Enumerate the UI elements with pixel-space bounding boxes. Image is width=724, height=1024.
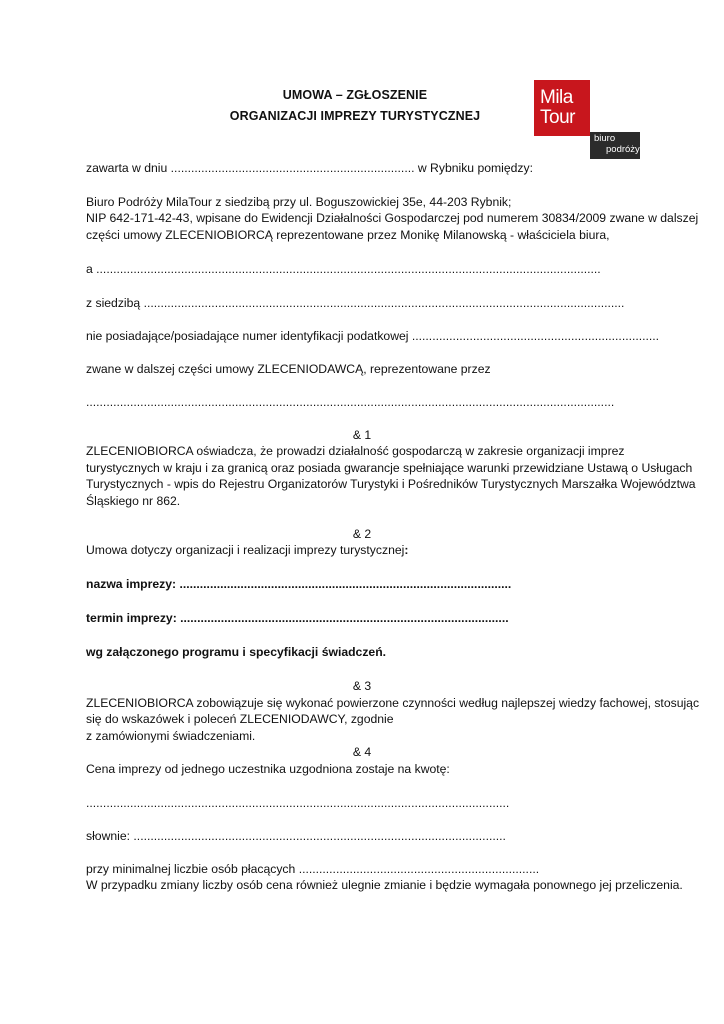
section-4-line1: Cena imprezy od jednego uczestnika uzgodniona zostaje na kwotę:: [86, 762, 450, 776]
document-title-line1: UMOWA – ZGŁOSZENIE: [282, 88, 428, 102]
price-change-note: W przypadku zmiany liczby osób cena również ulegnie zmianie i będzie wymagała ponownego jej przeliczenia.: [86, 878, 683, 892]
section-2-colon: :: [404, 543, 409, 557]
logo-sub-biuro: biuro: [594, 133, 616, 144]
price-amount-line: .............................................................................................................................: [86, 796, 510, 810]
section-4-heading: & 4: [352, 745, 372, 759]
section-1-heading: & 1: [352, 428, 372, 442]
section-3-line2: się do wskazówek i poleceń ZLECENIODAWCY, zgodnie: [86, 712, 394, 726]
section-2-line1: [86, 543, 408, 558]
event-date-line: termin imprezy: .................................................................................................: [86, 611, 509, 625]
section-2-heading: & 2: [352, 527, 372, 541]
program-reference: wg załączonego programu i specyfikacji świadczeń.: [86, 645, 387, 659]
section-2-text: Umowa dotyczy organizacji i realizacji imprezy turystycznej: [86, 543, 405, 557]
section-1-line4: Śląskiego nr 862.: [86, 494, 181, 508]
client-representative-line: ............................................................................................................................................................: [86, 395, 615, 409]
document-title-line2: ORGANIZACJI IMPREZY TURYSTYCZNEJ: [229, 109, 481, 123]
contract-date-line: zawarta w dniu ........................................................................ w Rybniku pomiędzy:: [86, 161, 534, 175]
client-name-line: a .....................................................................................................................................................: [86, 262, 601, 276]
minimum-participants-line: przy minimalnej liczbie osób płacących .......................................................................: [86, 862, 540, 876]
section-1-line3: Turystycznych - wpis do Rejestru Organizatorów Turystyki i Pośredników Turystycznych Marszałka Województwa: [86, 477, 696, 491]
logo-word-mila: Mila: [540, 87, 573, 108]
price-in-words-line: słownie: ..............................................................................................................: [86, 829, 506, 843]
logo-word-tour: Tour: [540, 107, 575, 128]
contractor-info-line3: części umowy ZLECENIOBIORCĄ reprezentowane przez Monikę Milanowską - właściciela biura,: [86, 228, 610, 242]
section-1-line2: turystycznych w kraju i za granicą oraz posiada gwarancje spełniające warunki przewidziane Ustawą o Usługach: [86, 461, 693, 475]
event-name-line: nazwa imprezy: ..................................................................................................: [86, 577, 512, 591]
section-3-line3: z zamówionymi świadczeniami.: [86, 729, 256, 743]
contractor-info-line1: Biuro Podróży MilaTour z siedzibą przy ul. Boguszowickiej 35e, 44-203 Rybnik;: [86, 195, 512, 209]
logo-red-block: [534, 80, 590, 136]
client-designation-line: zwane w dalszej części umowy ZLECENIODAWCĄ, reprezentowane przez: [86, 362, 491, 376]
milatour-logo: [534, 80, 640, 160]
client-nip-line: nie posiadające/posiadające numer identyfikacji podatkowej .........................................................................: [86, 329, 660, 343]
section-1-line1: ZLECENIOBIORCA oświadcza, że prowadzi działalność gospodarczą w zakresie organizacji imprez: [86, 444, 625, 458]
section-3-line1: ZLECENIOBIORCA zobowiązuje się wykonać powierzone czynności według najlepszej wiedzy fachowej, stosując: [86, 696, 700, 710]
client-seat-line: z siedzibą ..............................................................................................................................................: [86, 296, 625, 310]
logo-dark-block: [590, 132, 640, 159]
logo-sub-podrozy: podróży: [606, 144, 640, 155]
section-3-heading: & 3: [352, 679, 372, 693]
contractor-info-line2: NIP 642-171-42-43, wpisane do Ewidencji Działalności Gospodarczej pod numerem 30834/2009 zwane w dalszej: [86, 211, 699, 225]
